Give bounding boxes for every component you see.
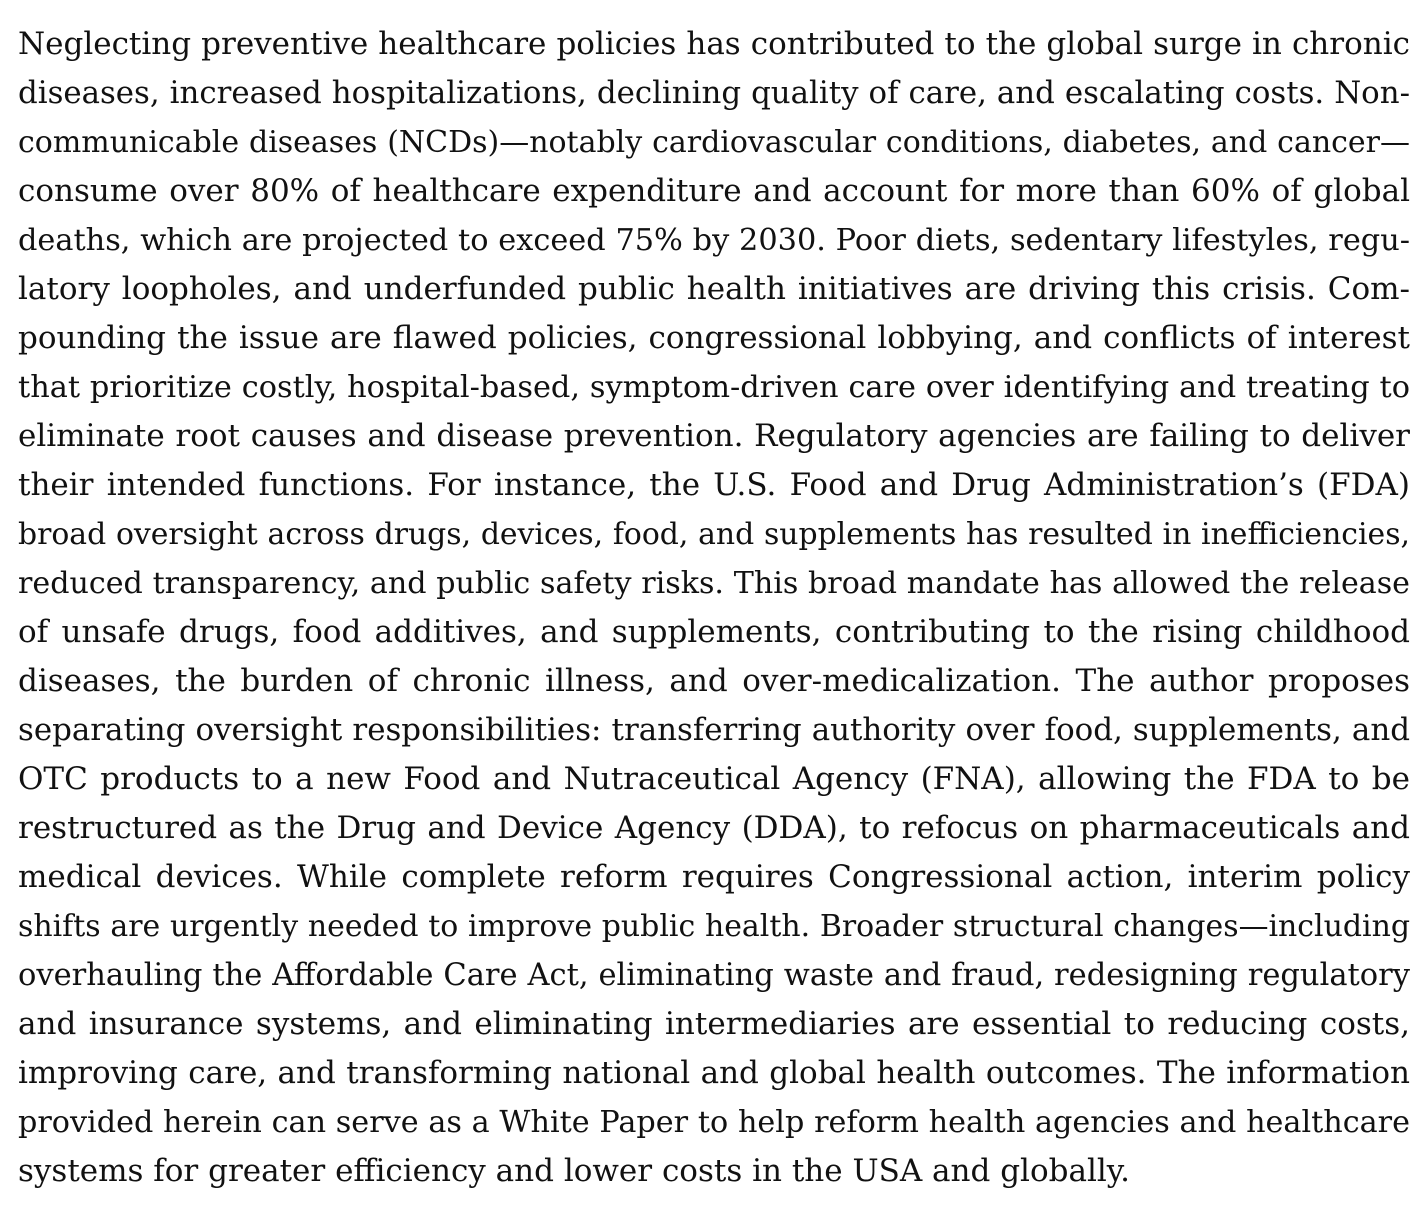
abstract-line: broad oversight across drugs, devices, food, and supplements has resulted in inefficiencies, <box>18 517 1410 552</box>
abstract-line: diseases, the burden of chronic illness, and over-medicalization. The author proposes <box>18 663 1410 699</box>
abstract-line: reduced transparency, and public safety risks. This broad mandate has allowed the release <box>18 566 1410 601</box>
abstract-line: improving care, and transforming national and global health outcomes. The information <box>18 1055 1410 1091</box>
abstract-line: shifts are urgently needed to improve public health. Broader structural changes—including <box>18 909 1410 944</box>
abstract-line: communicable diseases (NCDs)—notably cardiovascular conditions, diabetes, and cancer— <box>18 125 1410 160</box>
abstract-line: of unsafe drugs, food additives, and supplements, contributing to the rising childhood <box>18 614 1410 650</box>
abstract-line: that prioritize costly, hospital-based, symptom-driven care over identifying and treating to <box>18 370 1410 405</box>
abstract-line: consume over 80% of healthcare expenditure and account for more than 60% of global <box>18 173 1410 209</box>
abstract-line: and insurance systems, and eliminating intermediaries are essential to reducing costs, <box>18 1006 1410 1042</box>
abstract-line: overhauling the Affordable Care Act, eliminating waste and fraud, redesigning regulatory <box>18 958 1410 993</box>
abstract-line: medical devices. While complete reform requires Congressional action, interim policy <box>18 859 1410 895</box>
abstract-line: pounding the issue are flawed policies, congressional lobbying, and conflicts of interest <box>18 320 1410 356</box>
abstract-line: Neglecting preventive healthcare policies has contributed to the global surge in chronic <box>18 26 1410 62</box>
abstract-paragraph <box>18 20 1410 1196</box>
abstract-line: their intended functions. For instance, the U.S. Food and Drug Administration’s (FDA) <box>18 467 1410 503</box>
abstract-line: eliminate root causes and disease prevention. Regulatory agencies are failing to deliver <box>18 418 1410 454</box>
abstract-line: separating oversight responsibilities: transferring authority over food, supplements, and <box>18 712 1410 748</box>
abstract-line: restructured as the Drug and Device Agency (DDA), to refocus on pharmaceuticals and <box>18 810 1410 846</box>
abstract-line: systems for greater efficiency and lower costs in the USA and globally. <box>18 1153 1131 1189</box>
abstract-line: provided herein can serve as a White Paper to help reform health agencies and healthcare <box>18 1105 1410 1140</box>
abstract-line: OTC products to a new Food and Nutraceutical Agency (FNA), allowing the FDA to be <box>18 761 1410 797</box>
abstract-line: latory loopholes, and underfunded public health initiatives are driving this crisis. Com- <box>18 271 1410 307</box>
abstract-line: deaths, which are projected to exceed 75% by 2030. Poor diets, sedentary lifestyles, regu- <box>18 223 1410 258</box>
abstract-line: diseases, increased hospitalizations, declining quality of care, and escalating costs. Non- <box>18 75 1410 111</box>
